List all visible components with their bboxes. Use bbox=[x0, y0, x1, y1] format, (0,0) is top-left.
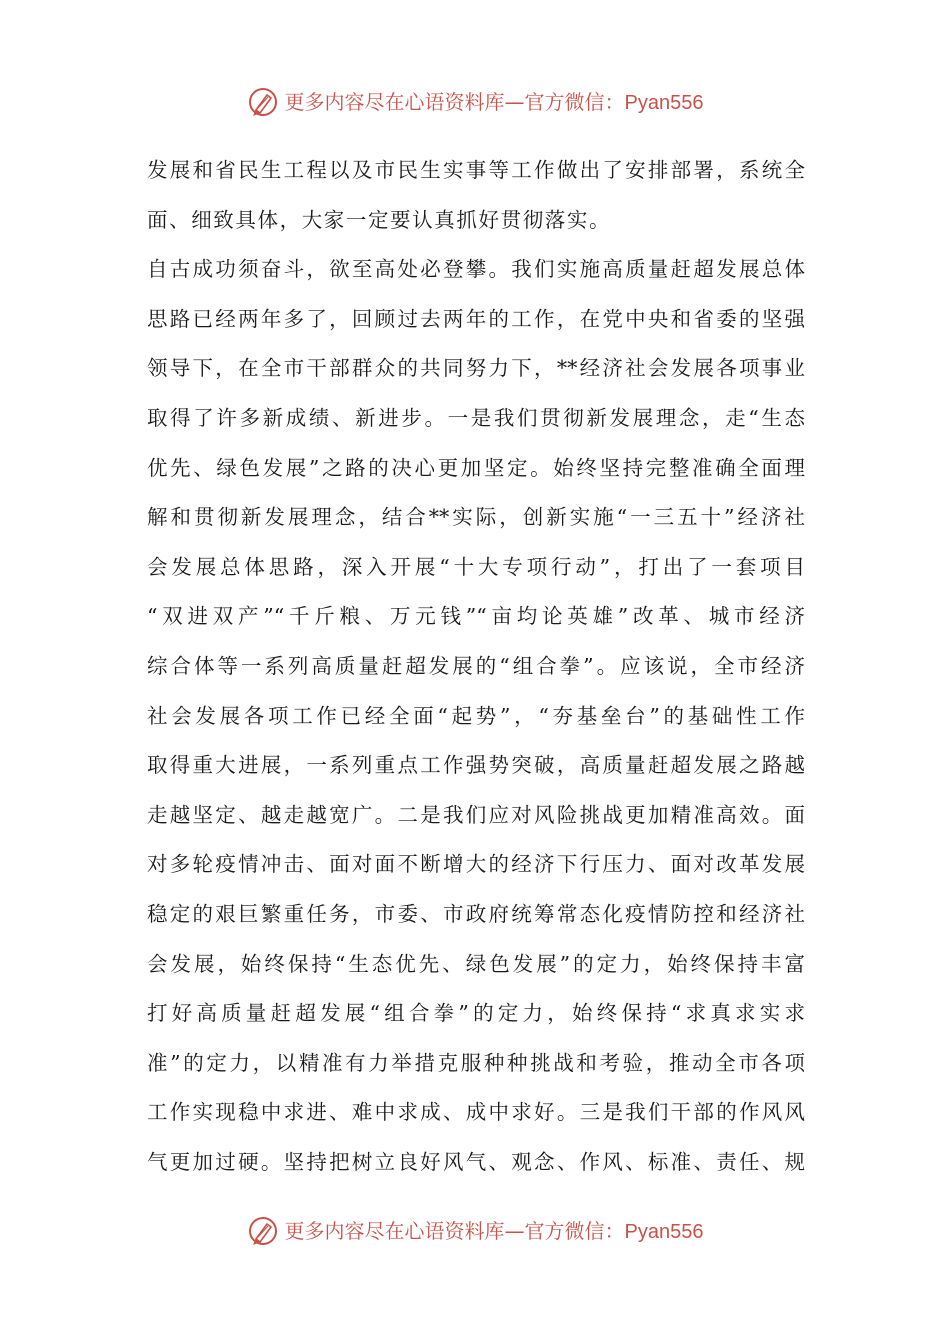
body-line: 会发展，始终保持“生态优先、绿色发展”的定力，始终保持丰富 bbox=[147, 951, 805, 976]
footer-label: 官方微信： bbox=[524, 1218, 625, 1243]
pen-nib-logo-icon bbox=[247, 1215, 279, 1247]
footer-handle: Pyan556 bbox=[624, 1220, 704, 1243]
body-line: 准”的定力，以精准有力举措克服种种挑战和考验，推动全市各项 bbox=[147, 1050, 805, 1075]
body-line: 优先、绿色发展”之路的决心更加坚定。始终坚持完整准确全面理 bbox=[147, 455, 805, 480]
body-line: 气更加过硬。坚持把树立良好风气、观念、作风、标准、责任、规 bbox=[147, 1149, 805, 1174]
header-separator: — bbox=[504, 89, 525, 114]
body-line: 稳定的艰巨繁重任务，市委、市政府统筹常态化疫情防控和经济社 bbox=[147, 901, 805, 926]
body-line: 思路已经两年多了，回顾过去两年的工作，在党中央和省委的坚强 bbox=[147, 306, 805, 331]
body-line: 取得了许多新成绩、新进步。一是我们贯彻新发展理念，走“生态 bbox=[147, 405, 805, 430]
body-line: 走越坚定、越走越宽广。二是我们应对风险挑战更加精准高效。面 bbox=[147, 802, 805, 827]
header-watermark-text bbox=[285, 90, 704, 115]
body-line: 工作实现稳中求进、难中求成、成中求好。三是我们干部的作风风 bbox=[147, 1100, 805, 1125]
body-line: 打好高质量赶超发展“组合拳”的定力，始终保持“求真求实求 bbox=[147, 1001, 805, 1026]
header-watermark-banner bbox=[0, 82, 950, 122]
document-body bbox=[147, 146, 805, 1187]
header-brand: 更多内容尽在心语资料库 bbox=[284, 89, 505, 114]
pen-nib-logo-icon bbox=[247, 86, 279, 118]
footer-watermark-banner bbox=[0, 1211, 950, 1251]
header-handle: Pyan556 bbox=[624, 91, 704, 114]
body-line: 自古成功须奋斗，欲至高处必登攀。我们实施高质量赶超发展总体 bbox=[147, 257, 805, 282]
header-label: 官方微信： bbox=[524, 89, 625, 114]
body-line: 取得重大进展，一系列重点工作强势突破，高质量赶超发展之路越 bbox=[147, 753, 805, 778]
body-line: 会发展总体思路，深入开展“十大专项行动”，打出了一套项目 bbox=[147, 554, 805, 579]
body-line: 对多轮疫情冲击、面对面不断增大的经济下行压力、面对改革发展 bbox=[147, 852, 805, 877]
body-line: 发展和省民生工程以及市民生实事等工作做出了安排部署，系统全 bbox=[147, 158, 805, 182]
footer-brand: 更多内容尽在心语资料库 bbox=[284, 1218, 505, 1243]
footer-separator: — bbox=[504, 1218, 525, 1243]
body-line: 面、细致具体，大家一定要认真抓好贯彻落实。 bbox=[147, 207, 612, 232]
body-line: “双进双产”“千斤粮、万元钱”“亩均论英雄”改革、城市经济 bbox=[147, 604, 805, 629]
body-line: 综合体等一系列高质量赶超发展的“组合拳”。应该说，全市经济 bbox=[147, 653, 805, 678]
body-line: 解和贯彻新发展理念，结合**实际，创新实施“一三五十”经济社 bbox=[147, 505, 805, 530]
body-line: 社会发展各项工作已经全面“起势”，“夯基垒台”的基础性工作 bbox=[147, 703, 805, 728]
body-line: 领导下，在全市干部群众的共同努力下，**经济社会发展各项事业 bbox=[147, 356, 805, 381]
footer-watermark-text bbox=[285, 1219, 704, 1244]
